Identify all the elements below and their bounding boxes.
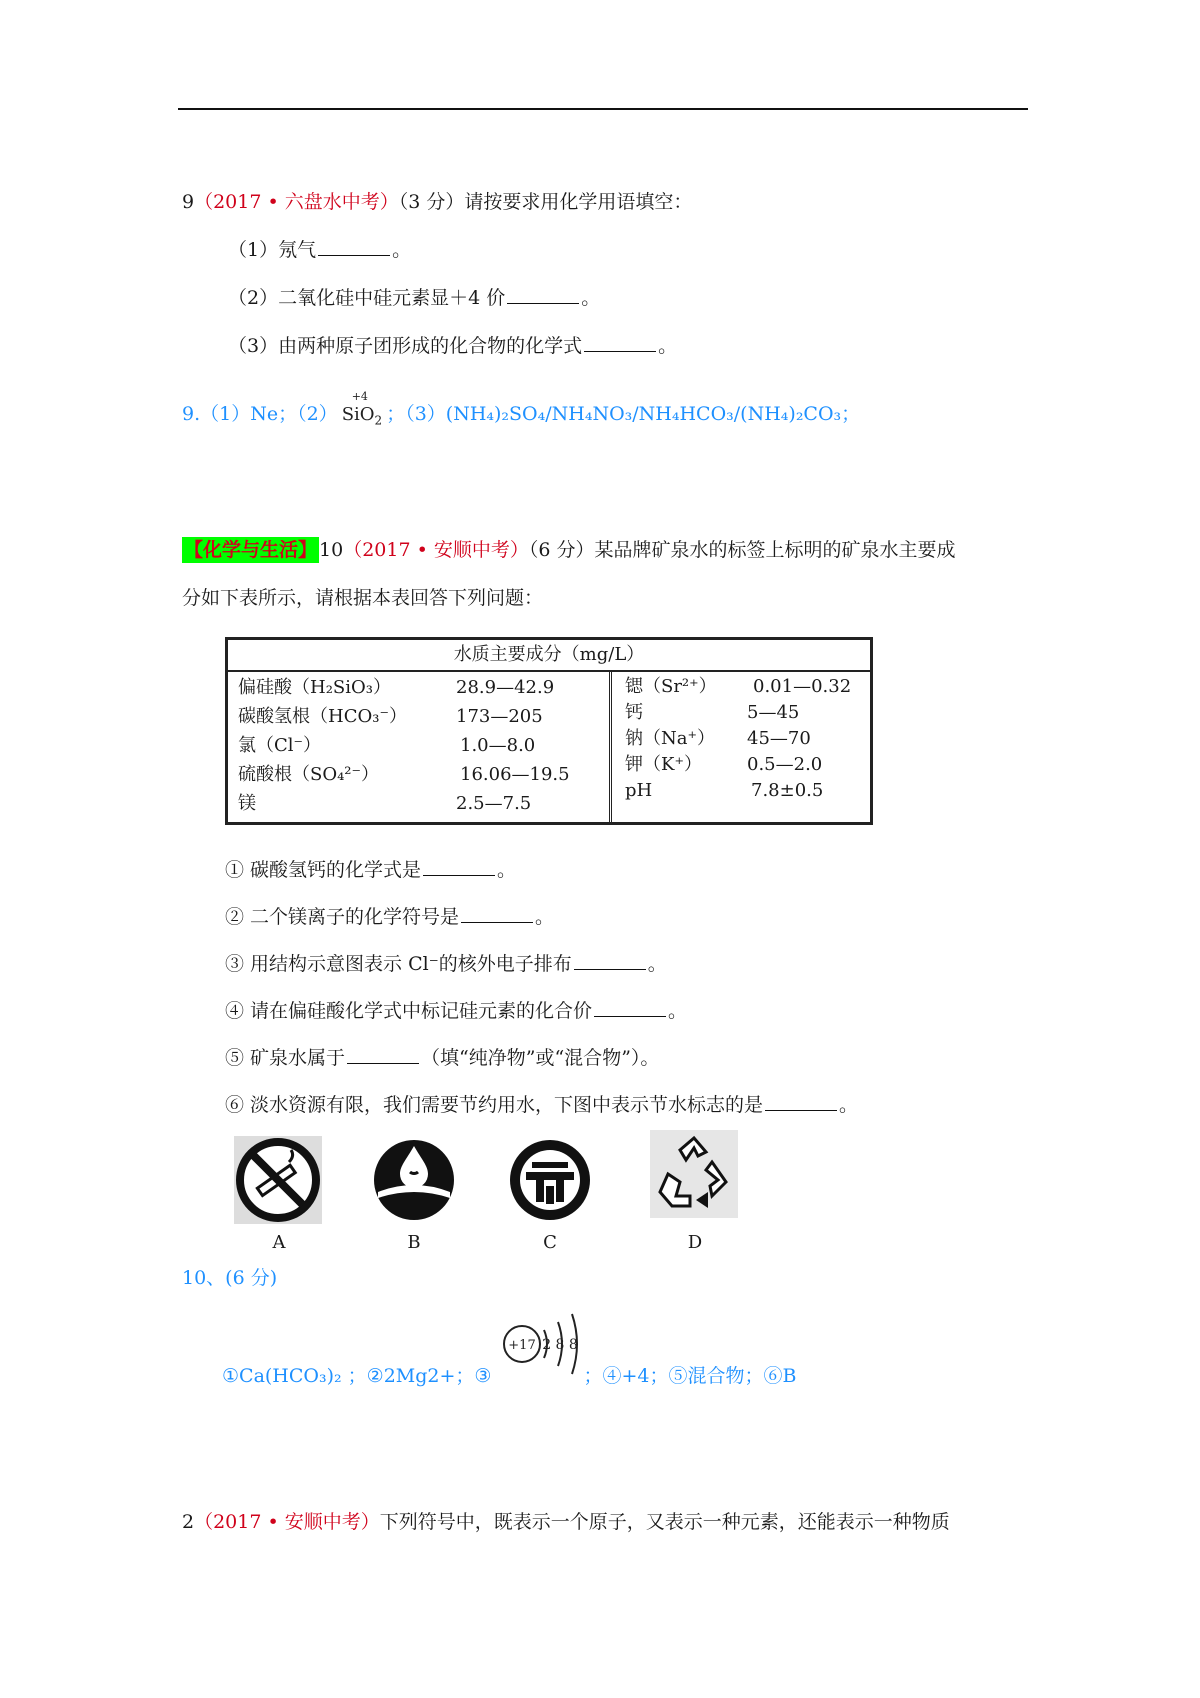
component-value: 5—45 bbox=[747, 702, 800, 723]
component-name: pH bbox=[625, 780, 653, 801]
question-source: （2017 • 安顺中考） bbox=[194, 1511, 380, 1533]
option-label: A bbox=[272, 1232, 286, 1253]
answer-9 bbox=[182, 390, 861, 435]
answer-part: 9.（1）Ne；（2） bbox=[182, 403, 338, 425]
option-label: C bbox=[543, 1232, 557, 1253]
answer-10-heading bbox=[182, 1264, 277, 1292]
option-label: B bbox=[407, 1232, 421, 1253]
subq-end: 。 bbox=[647, 953, 667, 975]
subq-4 bbox=[225, 997, 687, 1025]
item-end: 。 bbox=[392, 239, 412, 261]
subq-text: ① 碳酸氢钙的化学式是 bbox=[225, 859, 422, 881]
answer-part: ；（3）(NH₄)₂SO₄/NH₄NO₃/NH₄HCO₃/(NH₄)₂CO₃； bbox=[386, 403, 861, 425]
answer-blank[interactable] bbox=[594, 998, 666, 1017]
answer-blank[interactable] bbox=[574, 951, 646, 970]
subq-1 bbox=[225, 856, 516, 884]
question-prompt: （3 分）请按要求用化学用语填空： bbox=[398, 191, 693, 213]
subq-3 bbox=[225, 950, 667, 978]
question-prompt: 下列符号中，既表示一个原子，又表示一种元素，还能表示一种物质 bbox=[379, 1511, 950, 1533]
question-number: 9 bbox=[182, 191, 195, 213]
component-name: 碳酸氢根（HCO₃⁻） bbox=[238, 706, 407, 727]
valence-mark: +4 bbox=[351, 390, 368, 403]
answer-blank[interactable] bbox=[423, 857, 495, 876]
chloride-ion-structure-icon bbox=[498, 1300, 598, 1404]
component-value: 0.5—2.0 bbox=[747, 754, 823, 775]
item-text: （1）氖气 bbox=[228, 239, 317, 261]
subq-6 bbox=[225, 1091, 858, 1119]
component-name: 镁 bbox=[238, 793, 256, 814]
subq-text: ⑥ 淡水资源有限，我们需要节约用水，下图中表示节水标志的是 bbox=[225, 1094, 764, 1116]
question-10-cont bbox=[182, 584, 543, 612]
sio2-formula bbox=[341, 390, 383, 435]
table-right-column bbox=[615, 672, 870, 822]
formula-subscript: 2 bbox=[374, 413, 383, 428]
component-value: 16.06—19.5 bbox=[460, 764, 570, 785]
component-value: 2.5—7.5 bbox=[456, 793, 532, 814]
subq-text: ③ 用结构示意图表示 Cl⁻的核外电子排布 bbox=[225, 953, 572, 975]
component-name: 锶（Sr²⁺） bbox=[625, 676, 717, 697]
table-left-column bbox=[228, 672, 612, 822]
component-value: 1.0—8.0 bbox=[460, 735, 536, 756]
option-label: D bbox=[687, 1232, 703, 1253]
component-value: 28.9—42.9 bbox=[456, 677, 555, 698]
component-value: 7.8±0.5 bbox=[751, 780, 824, 801]
item-text: （3）由两种原子团形成的化合物的化学式 bbox=[228, 335, 583, 357]
component-value: 45—70 bbox=[747, 728, 811, 749]
subq-end: 。 bbox=[497, 859, 517, 881]
mineral-water-table bbox=[225, 637, 873, 825]
item-end: 。 bbox=[581, 287, 601, 309]
q9-item-3 bbox=[228, 332, 677, 360]
component-name: 钠（Na⁺） bbox=[625, 728, 715, 749]
subq-end: 。 bbox=[535, 906, 555, 928]
nucleus-charge: +17 bbox=[508, 1338, 536, 1353]
answer-blank[interactable] bbox=[461, 904, 533, 923]
component-value: 0.01—0.32 bbox=[753, 676, 852, 697]
answer-blank[interactable] bbox=[507, 285, 579, 304]
subq-text: ④ 请在偏硅酸化学式中标记硅元素的化合价 bbox=[225, 1000, 593, 1022]
answer-blank[interactable] bbox=[584, 333, 656, 352]
question-2 bbox=[182, 1508, 950, 1536]
answer-blank[interactable] bbox=[318, 237, 390, 256]
topic-tag: 【化学与生活】 bbox=[184, 539, 318, 561]
answer-blank[interactable] bbox=[765, 1092, 837, 1111]
subq-text: ⑤ 矿泉水属于 bbox=[225, 1047, 346, 1069]
table-header: 水质主要成分（mg/L） bbox=[228, 640, 870, 672]
component-name: 氯（Cl⁻） bbox=[238, 735, 322, 756]
subq-end: （填“纯净物”或“混合物”）。 bbox=[421, 1047, 660, 1069]
china-energy-label-icon[interactable] bbox=[506, 1136, 594, 1224]
shell-electrons: 2 8 8 bbox=[542, 1337, 578, 1353]
no-smoking-icon[interactable] bbox=[234, 1136, 322, 1224]
subq-end: 。 bbox=[668, 1000, 688, 1022]
water-saving-icon[interactable] bbox=[370, 1136, 458, 1224]
question-number: 2 bbox=[182, 1511, 195, 1533]
question-prompt: （6 分）某品牌矿泉水的标签上标明的矿泉水主要成 bbox=[528, 539, 956, 561]
component-name: 硫酸根（SO₄²⁻） bbox=[238, 764, 380, 785]
question-9 bbox=[182, 188, 692, 216]
subq-text: ② 二个镁离子的化学符号是 bbox=[225, 906, 460, 928]
item-text: （2）二氧化硅中硅元素显＋4 价 bbox=[228, 287, 506, 309]
question-prompt: 分如下表所示，请根据本表回答下列问题： bbox=[182, 587, 544, 609]
component-name: 钾（K⁺） bbox=[625, 754, 702, 775]
question-source: （2017 • 安顺中考） bbox=[343, 539, 529, 561]
answer-blank[interactable] bbox=[347, 1045, 419, 1064]
q9-item-1 bbox=[228, 236, 411, 264]
header-rule bbox=[178, 108, 1028, 110]
subq-end: 。 bbox=[839, 1094, 859, 1116]
answer-part: ①Ca(HCO₃)₂ ；②2Mg2+；③ bbox=[222, 1365, 492, 1387]
question-source: （2017 • 六盘水中考） bbox=[194, 191, 399, 213]
answer-head: 10、(6 分) bbox=[182, 1267, 278, 1289]
subq-2 bbox=[225, 903, 554, 931]
subq-5 bbox=[225, 1044, 659, 1072]
answer-part: ；④+4；⑤混合物；⑥B bbox=[583, 1365, 797, 1387]
question-10 bbox=[182, 536, 955, 564]
q9-item-2 bbox=[228, 284, 600, 312]
question-number: 10 bbox=[319, 539, 344, 561]
component-name: 偏硅酸（H₂SiO₃） bbox=[238, 677, 391, 698]
formula-base: SiO bbox=[341, 404, 375, 425]
component-value: 173—205 bbox=[456, 706, 543, 727]
recycle-icon[interactable] bbox=[650, 1130, 738, 1218]
component-name: 钙 bbox=[625, 702, 643, 723]
item-end: 。 bbox=[658, 335, 678, 357]
